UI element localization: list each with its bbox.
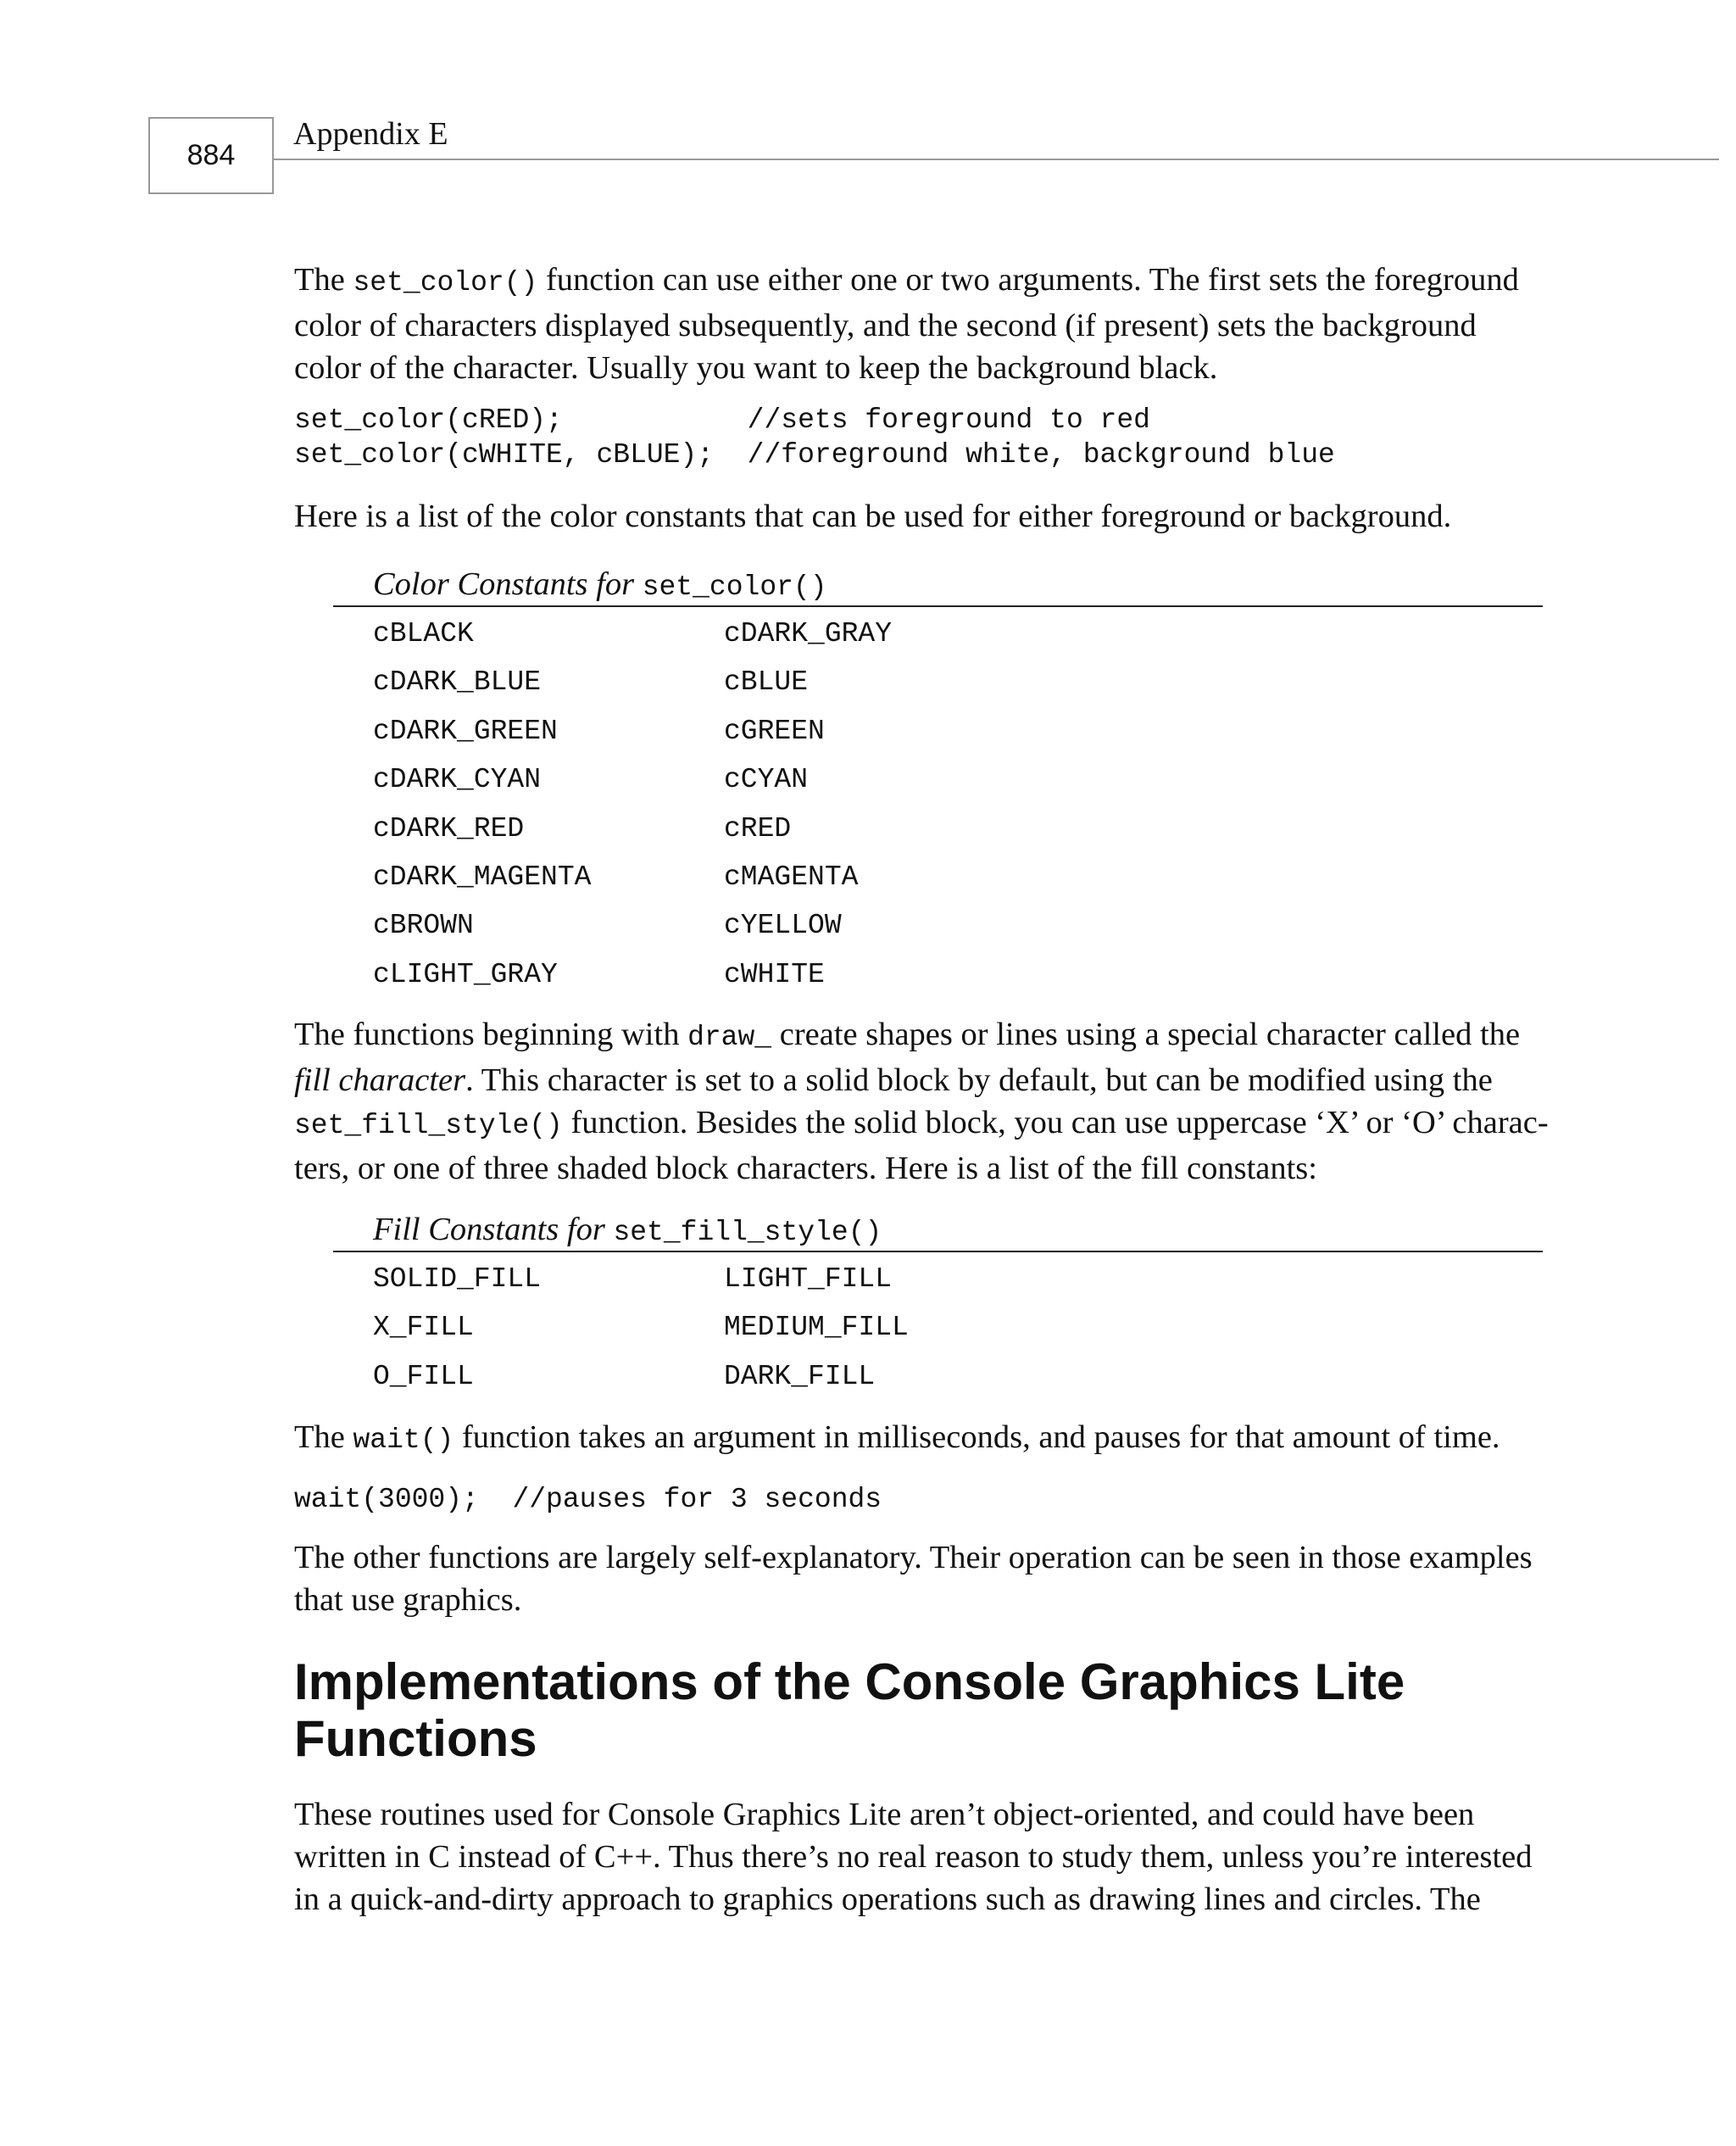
- fill-line-2: fill character. This character is set to a solid block by default, but can be modified using the: [294, 1062, 1493, 1098]
- table-cell: cDARK_GRAY: [724, 618, 893, 649]
- inline-code: draw_: [687, 1022, 772, 1053]
- table-row: [333, 899, 1543, 947]
- list-intro-paragraph: Here is a list of the color constants that can be used for either foreground or background.: [294, 499, 1452, 534]
- table-cell: cDARK_CYAN: [373, 764, 542, 796]
- inline-code: set_color(): [353, 267, 538, 298]
- inline-code: set_fill_style(): [294, 1110, 563, 1141]
- code-line: wait(3000); //pauses for 3 seconds: [294, 1484, 882, 1515]
- table-row: [333, 850, 1543, 899]
- table-cell: cGREEN: [724, 715, 825, 747]
- header-rule: [274, 159, 1719, 160]
- table-cell: cDARK_MAGENTA: [373, 861, 592, 893]
- color-constants-table: [333, 563, 1543, 996]
- table-cell: cYELLOW: [724, 910, 842, 942]
- other-functions-paragraph: [294, 1536, 1549, 1621]
- table-cell: cDARK_RED: [373, 812, 525, 844]
- intro-line-1: The set_color() function can use either one or two arguments. The first sets the foreground: [294, 262, 1519, 298]
- table-cell: SOLID_FILL: [373, 1263, 542, 1295]
- table-cell: cWHITE: [724, 958, 825, 990]
- table-row: [333, 705, 1543, 753]
- table-row: [333, 607, 1543, 655]
- table-cell: cDARK_GREEN: [373, 715, 558, 747]
- fill-line-4: ters, or one of three shaded block characters. Here is a list of the fill constants:: [294, 1151, 1317, 1186]
- table-cell: cCYAN: [724, 764, 809, 796]
- table-row: [333, 753, 1543, 801]
- impl-line-1: These routines used for Console Graphics Lite aren’t object-oriented, and could have been: [294, 1797, 1475, 1832]
- code-line: set_color(cWHITE, cBLUE); //foreground white, background blue: [294, 439, 1335, 471]
- table-cell: cBROWN: [373, 910, 474, 942]
- code-block-set-color: [294, 403, 1549, 472]
- table-cell: cRED: [724, 812, 792, 844]
- fill-line-3: set_fill_style() function. Besides the solid block, you can use uppercase ‘X’ or ‘O’ charac-: [294, 1105, 1549, 1141]
- table-cell: cLIGHT_GRAY: [373, 958, 558, 990]
- inline-code: wait(): [353, 1424, 454, 1456]
- table-cell: cMAGENTA: [724, 861, 859, 893]
- implementation-paragraph: [294, 1793, 1549, 1920]
- fill-character-paragraph: [294, 1013, 1549, 1190]
- table-cell: X_FILL: [373, 1312, 474, 1344]
- emphasis: fill character: [294, 1062, 466, 1098]
- fill-line-1: The functions beginning with draw_ create shapes or lines using a special character called the: [294, 1017, 1521, 1053]
- intro-paragraph: [294, 259, 1549, 389]
- wait-paragraph: The wait() function takes an argument in milliseconds, and pauses for that amount of time.: [294, 1419, 1500, 1456]
- code-block-wait: [294, 1482, 1549, 1517]
- other-line-2: that use graphics.: [294, 1582, 522, 1618]
- table-row: [333, 1350, 1543, 1398]
- table-cell: MEDIUM_FILL: [724, 1312, 909, 1344]
- other-line-1: The other functions are largely self-explanatory. Their operation can be seen in those examples: [294, 1540, 1533, 1575]
- table-cell: O_FILL: [373, 1360, 474, 1392]
- table-cell: DARK_FILL: [724, 1360, 876, 1392]
- table-caption: Color Constants for set_color(): [333, 563, 1543, 607]
- impl-line-3: in a quick-and-dirty approach to graphics operations such as drawing lines and circles. The: [294, 1881, 1481, 1917]
- table-caption: Fill Constants for set_fill_style(): [333, 1208, 1543, 1252]
- running-head: Appendix E: [293, 116, 448, 152]
- table-row: [333, 1252, 1543, 1301]
- table-cell: cBLUE: [724, 666, 809, 699]
- table-row: [333, 802, 1543, 850]
- table-cell: cBLACK: [373, 618, 474, 649]
- table-row: [333, 655, 1543, 704]
- fill-constants-table: [333, 1208, 1543, 1398]
- impl-line-2: written in C instead of C++. Thus there’s no real reason to study them, unless you’re interested: [294, 1839, 1533, 1875]
- table-cell: LIGHT_FILL: [724, 1263, 893, 1295]
- section-heading: Implementations of the Console Graphics Lite Functions: [294, 1653, 1405, 1767]
- table-row: [333, 948, 1543, 996]
- page-number: 884: [148, 117, 274, 194]
- intro-line-3: color of the character. Usually you want to keep the background black.: [294, 350, 1218, 386]
- intro-line-2: color of characters displayed subsequently, and the second (if present) sets the background: [294, 308, 1477, 343]
- code-line: set_color(cRED); //sets foreground to red: [294, 404, 1150, 436]
- table-cell: cDARK_BLUE: [373, 666, 542, 699]
- table-row: [333, 1301, 1543, 1349]
